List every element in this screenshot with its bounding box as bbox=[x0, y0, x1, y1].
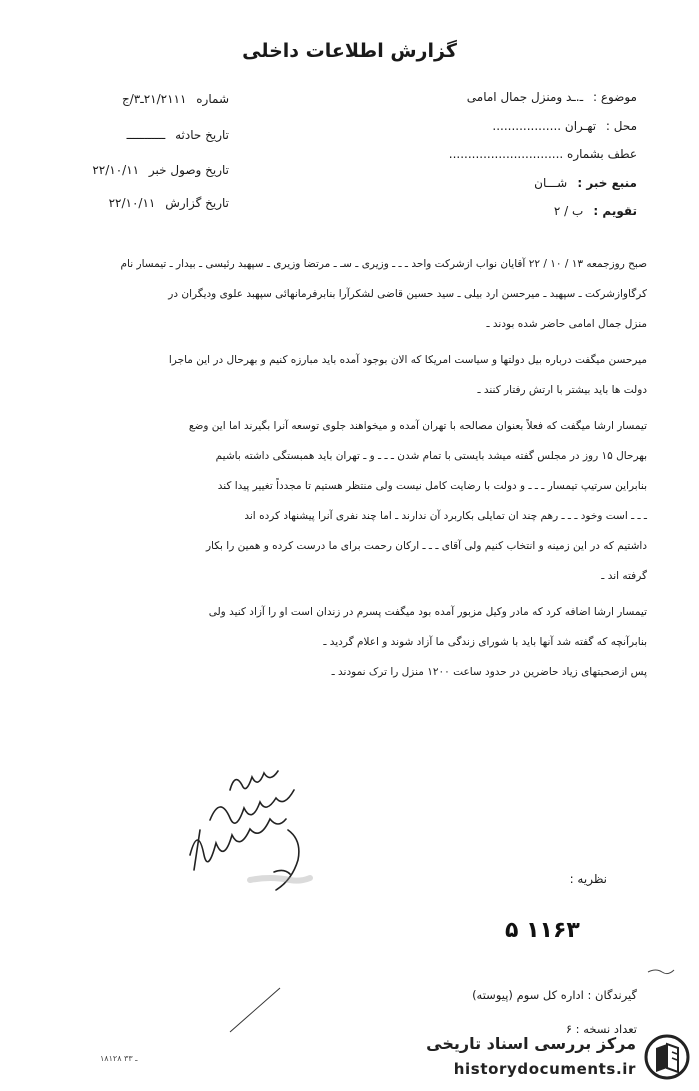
recipients-value: اداره کل سوم (پیوسته) bbox=[472, 988, 584, 1002]
subject-label: موضوع bbox=[600, 90, 637, 104]
place-value: تهـران bbox=[564, 119, 597, 133]
report-date-label: تاریخ گزارش bbox=[165, 196, 229, 210]
issue-date-label: تاریخ وصول خبر bbox=[148, 163, 229, 177]
body-line: تیمسار ارشا میگفت که فعلاً بعنوان مصالحه با تهران آمده و میخواهند جلوی توسعه آنرا بگیرند اما این وضع bbox=[188, 420, 647, 432]
source-field: منبع خبر : شـــان bbox=[534, 176, 637, 190]
evaluation-label: تقویم bbox=[602, 204, 637, 218]
place-label: محل bbox=[613, 119, 637, 133]
pen-stroke bbox=[225, 985, 285, 1035]
subject-field: موضوع : ـ.ـد ومنزل جمال امامی bbox=[466, 90, 637, 104]
source-value: شـــان bbox=[534, 176, 568, 190]
event-date-value: ـــــــــــ bbox=[126, 128, 166, 142]
body-line: بنابرآنچه که گفته شد آنها باید با شورای زندگی ما آزاد شوند و اعلام گردید ـ bbox=[323, 636, 647, 648]
page-title: گزارش اطلاعات داخلی bbox=[242, 40, 457, 62]
body-line: بنابراین سرتیپ تیمسار ـ ـ ـ و دولت با رضایت کامل نیست ولی منتظر هستیم تا مجدداً تغییر پیدا کند bbox=[217, 480, 647, 492]
watermark-url: historydocuments.ir bbox=[453, 1060, 636, 1078]
source-label: منبع خبر bbox=[586, 176, 637, 190]
subject-value: ـ.ـد ومنزل جمال امامی bbox=[466, 90, 584, 104]
number-value: ۲۱/۲۱۱۱ـ۳/ج bbox=[121, 92, 187, 106]
reference-label: عطف بشماره bbox=[567, 147, 637, 161]
recipients-field: گیرندگان : اداره کل سوم (پیوسته) bbox=[472, 988, 637, 1002]
body-line: میرحسن میگفت درباره بیل دولتها و سیاست امریکا که الان بوجود آمده باید مبارزه کنیم و بهرحال در این ماجرا bbox=[168, 354, 647, 366]
evaluation-field: تقویم : ب / ۲ bbox=[553, 204, 637, 218]
reference-field: عطف بشماره .............................. bbox=[448, 147, 637, 161]
body-line: تیمسار ارشا اضافه کرد که مادر وکیل مزبور آمده بود میگفت پسرم در زندان است او را آزاد کنید ولی bbox=[208, 606, 647, 618]
evaluation-value: ب / ۲ bbox=[553, 204, 584, 218]
stamp-number: ۵ ۱۱۶۳ bbox=[505, 918, 580, 943]
body-line: کرگاوازشرکت ـ سپهبد ـ میرحسن ارد بیلی ـ سید حسین قاضی لشکرآرا بنابرفرمانهائی سپهبد علوی ودیگران در bbox=[168, 288, 647, 300]
event-date-field bbox=[127, 128, 229, 142]
handwritten-signature bbox=[170, 760, 350, 900]
body-line: گرفته اند ـ bbox=[601, 570, 647, 582]
copies-value: ۶ bbox=[565, 1022, 572, 1036]
number-label: شماره bbox=[196, 92, 229, 106]
margin-mark bbox=[646, 958, 676, 978]
place-field: محل : تهـران .................. bbox=[492, 119, 637, 133]
footer-number: ۱۸۱۲۸ ـ ۳۳ bbox=[100, 1054, 138, 1063]
body-line: ـ ـ ـ است وخود ـ ـ ـ رهم چند ان تمایلی بکاربرد آن ندارند ـ اما چند نفری آنرا پیشنهاد کرده اند bbox=[244, 510, 647, 522]
recipients-label: گیرندگان bbox=[595, 988, 637, 1002]
number-field bbox=[122, 92, 229, 106]
body-line: بهرحال ۱۵ روز در مجلس گفته میشد بایستی با تمام شدن ـ ـ ـ و ـ تهران باید همبستگی داشته باشیم bbox=[215, 450, 647, 462]
watermark-name: مرکز بررسی اسناد تاریخی bbox=[426, 1034, 636, 1053]
issue-date-field bbox=[92, 163, 229, 177]
body-line: داشتیم که در این زمینه و انتخاب کنیم ولی آقای ـ ـ ـ ارکان رحمت برای ما درست کرده و همین را بکار bbox=[205, 540, 647, 552]
body-line: پس ازصحبتهای زیاد حاضرین در حدود ساعت ۱۲۰۰ منزل را ترک نمودند ـ bbox=[331, 666, 647, 678]
watermark-logo bbox=[412, 1030, 694, 1086]
copies-label: تعداد نسخه bbox=[583, 1022, 637, 1036]
body-line: منزل جمال امامی حاضر شده بودند ـ bbox=[486, 318, 647, 330]
event-date-label: تاریخ حادثه bbox=[175, 128, 229, 142]
report-body bbox=[37, 250, 647, 688]
report-date-value: ۲۲/۱۰/۱۱ bbox=[108, 196, 156, 210]
report-date-field bbox=[109, 196, 229, 210]
assessment-label: نظریه : bbox=[569, 872, 607, 886]
book-logo-icon bbox=[644, 1034, 690, 1080]
body-line: صبح روزجمعه ۱۳ / ۱۰ / ۲۲ آقایان نواب ازشرکت واحد ـ ـ ـ وزیری ـ سـ ـ مرتضا وزیری ـ سپهبد رئیسی ـ بیدار ـ تیمسار نام bbox=[120, 258, 647, 270]
issue-date-value: ۲۲/۱۰/۱۱ bbox=[92, 163, 140, 177]
body-line: دولت ها باید بیشتر با ارتش رفتار کنند ـ bbox=[477, 384, 647, 396]
copies-field: تعداد نسخه : ۶ bbox=[565, 1022, 637, 1036]
